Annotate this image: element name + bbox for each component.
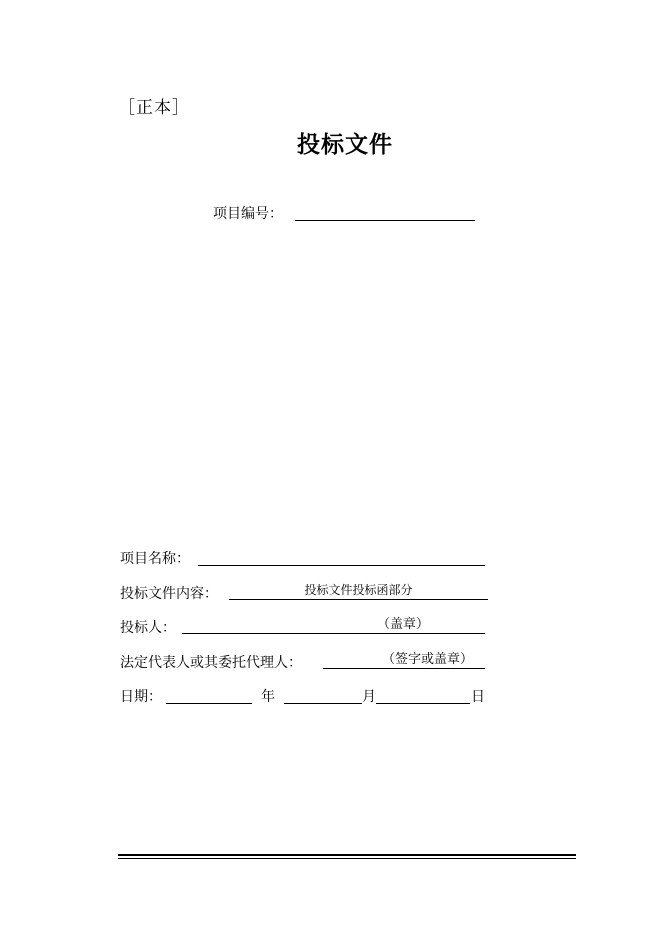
footer-rule-thin <box>118 858 576 859</box>
month-unit: 月 <box>362 689 376 705</box>
project-number-field[interactable] <box>295 202 475 221</box>
date-label: 日期： <box>120 689 162 705</box>
project-name-field[interactable] <box>198 547 485 566</box>
day-unit: 日 <box>471 689 485 705</box>
day-field[interactable] <box>376 685 470 704</box>
bidder-label: 投标人： <box>120 620 176 636</box>
content-field[interactable]: 投标文件投标函部分 <box>229 581 488 600</box>
year-unit: 年 <box>261 689 275 705</box>
project-number-label: 项目编号： <box>213 206 283 222</box>
footer-rule-thick <box>118 854 576 856</box>
project-name-label: 项目名称： <box>120 551 190 567</box>
content-label: 投标文件内容： <box>120 586 218 602</box>
copy-type-tag: ［正本］ <box>118 98 190 118</box>
representative-label: 法定代表人或其委托代理人： <box>120 655 302 671</box>
year-field[interactable] <box>166 685 252 704</box>
representative-signature-field[interactable]: （签字或盖章） <box>323 651 485 669</box>
document-title: 投标文件 <box>297 132 393 158</box>
month-field[interactable] <box>284 685 362 704</box>
bidder-seal-field[interactable]: （盖章） <box>182 616 485 634</box>
